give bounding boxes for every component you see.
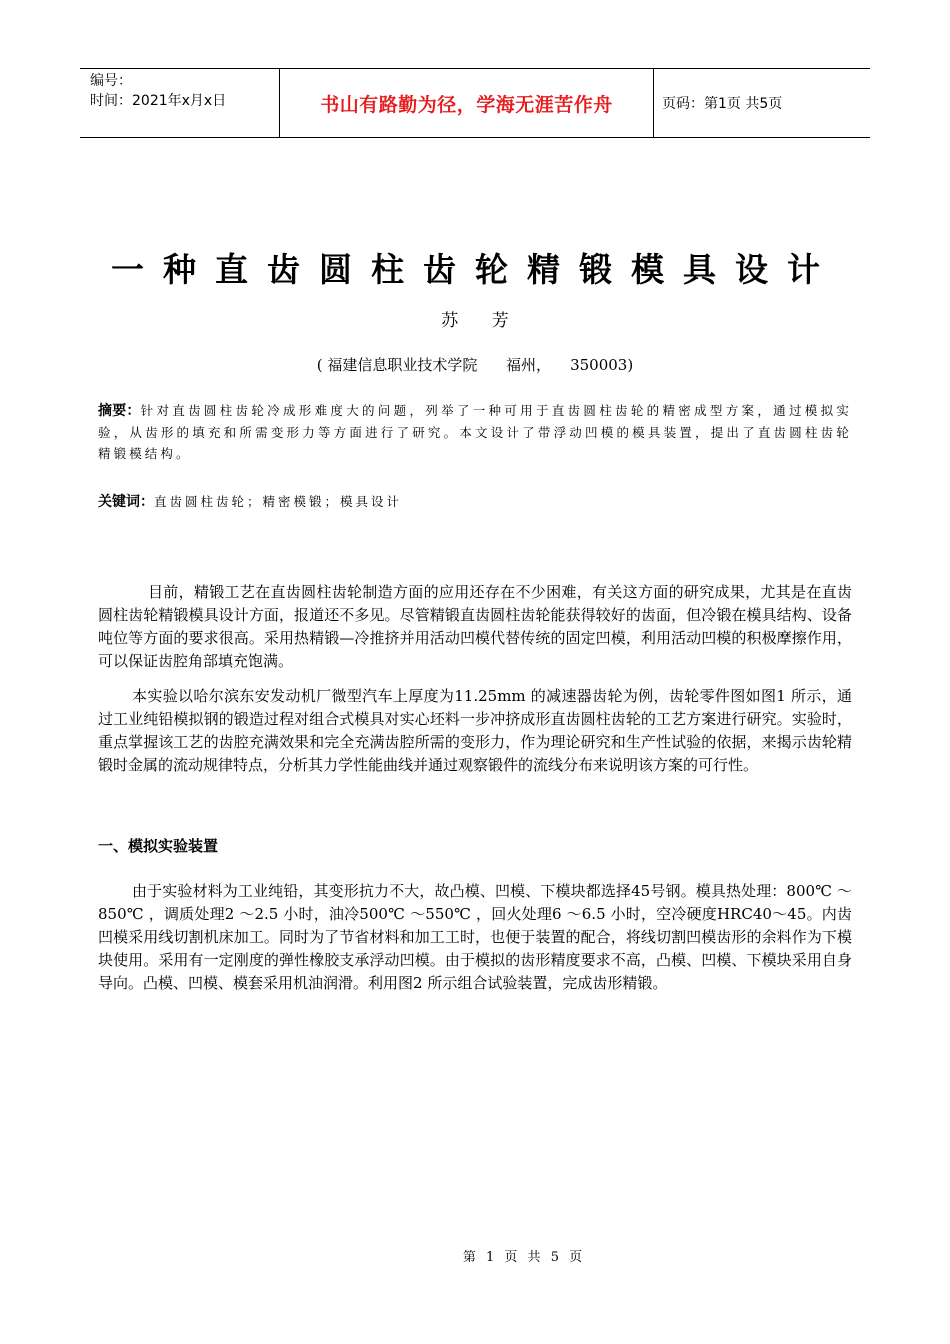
number-label: 编号： — [90, 73, 132, 89]
abstract-text: 针对直齿圆柱齿轮冷成形难度大的问题，列举了一种可用于直齿圆柱齿轮的精密成型方案，通过模拟实验，从齿形的填充和所需变形力等方面进行了研究。本文设计了带浮动凹模的模具装置，提出了直齿圆柱齿轮精锻模结构。 — [98, 403, 852, 461]
time-label: 时间：2021年x月x日 — [90, 93, 227, 109]
header-meta-cell — [80, 69, 280, 137]
abstract — [98, 400, 852, 464]
page-footer: 第 1 页 共 5 页 — [462, 1250, 583, 1265]
paper-title: 一种直齿圆柱齿轮精锻模具设计 — [111, 250, 839, 289]
keywords-text: 直齿圆柱齿轮；精密模锻；模具设计 — [154, 494, 403, 509]
body-paragraph-1: 目前，精锻工艺在直齿圆柱齿轮制造方面的应用还存在不少困难，有关这方面的研究成果，尤其是在直齿圆柱齿轮精锻模具设计方面，报道还不多见。尽管精锻直齿圆柱齿轮能获得较好的齿面，但冷锻在模具结构、设备吨位等方面的要求很高。采用热精锻—冷推挤并用活动凹模代替传统的固定凹模，利用活动凹模的积极摩擦作用，可以保证齿腔角部填充饱满。 — [98, 583, 852, 670]
header-motto-cell — [280, 69, 654, 137]
section-heading: 一、模拟实验装置 — [98, 837, 219, 855]
header-page-cell — [654, 69, 870, 137]
document-header — [80, 68, 870, 138]
motto-text: 书山有路勤为径，学海无涯苦作舟 — [320, 93, 613, 116]
author-affiliation: ( 福建信息职业技术学院 福州， 350003) — [316, 356, 634, 374]
body-paragraph-2: 本实验以哈尔滨东安发动机厂微型汽车上厚度为11.25mm 的减速器齿轮为例，齿轮零件图如图1 所示，通过工业纯铅模拟钢的锻造过程对组合式模具对实心坯料一步冲挤成形直齿圆柱齿轮的工艺方案进行研究。实验时，重点掌握该工艺的齿腔充满效果和完全充满齿腔所需的变形力，作为理论研究和生产性试验的依据，来揭示齿轮精锻时金属的流动规律特点，分析其力学性能曲线并通过观察锻件的流线分布来说明该方案的可行性。 — [98, 687, 852, 774]
keywords — [98, 491, 402, 511]
keywords-label: 关键词： — [98, 494, 154, 510]
section-paragraph: 由于实验材料为工业纯铅，其变形抗力不大，故凸模、凹模、下模块都选择45号钢。模具热处理：800℃ ～850℃ ，调质处理2 ～2.5 小时，油冷500℃ ～550℃ ，回火处理6 ～6.5 小时，空冷硬度HRC40～45。内齿凹模采用线切割机床加工。同时为了节省材料和加工工时，也便于装置的配合，将线切割凹模齿形的余料作为下模块使用。采用有一定刚度的弹性橡胶支承浮动凹模。由于模拟的齿形精度要求不高，凸模、凹模、下模块采用自身导向。凸模、凹模、模套采用机油润滑。利用图2 所示组合试验装置，完成齿形精锻。 — [98, 882, 852, 992]
page-info: 页码：第1页 共5页 — [662, 96, 783, 112]
author-name: 苏 芳 — [441, 311, 509, 331]
abstract-label: 摘要： — [98, 403, 141, 419]
